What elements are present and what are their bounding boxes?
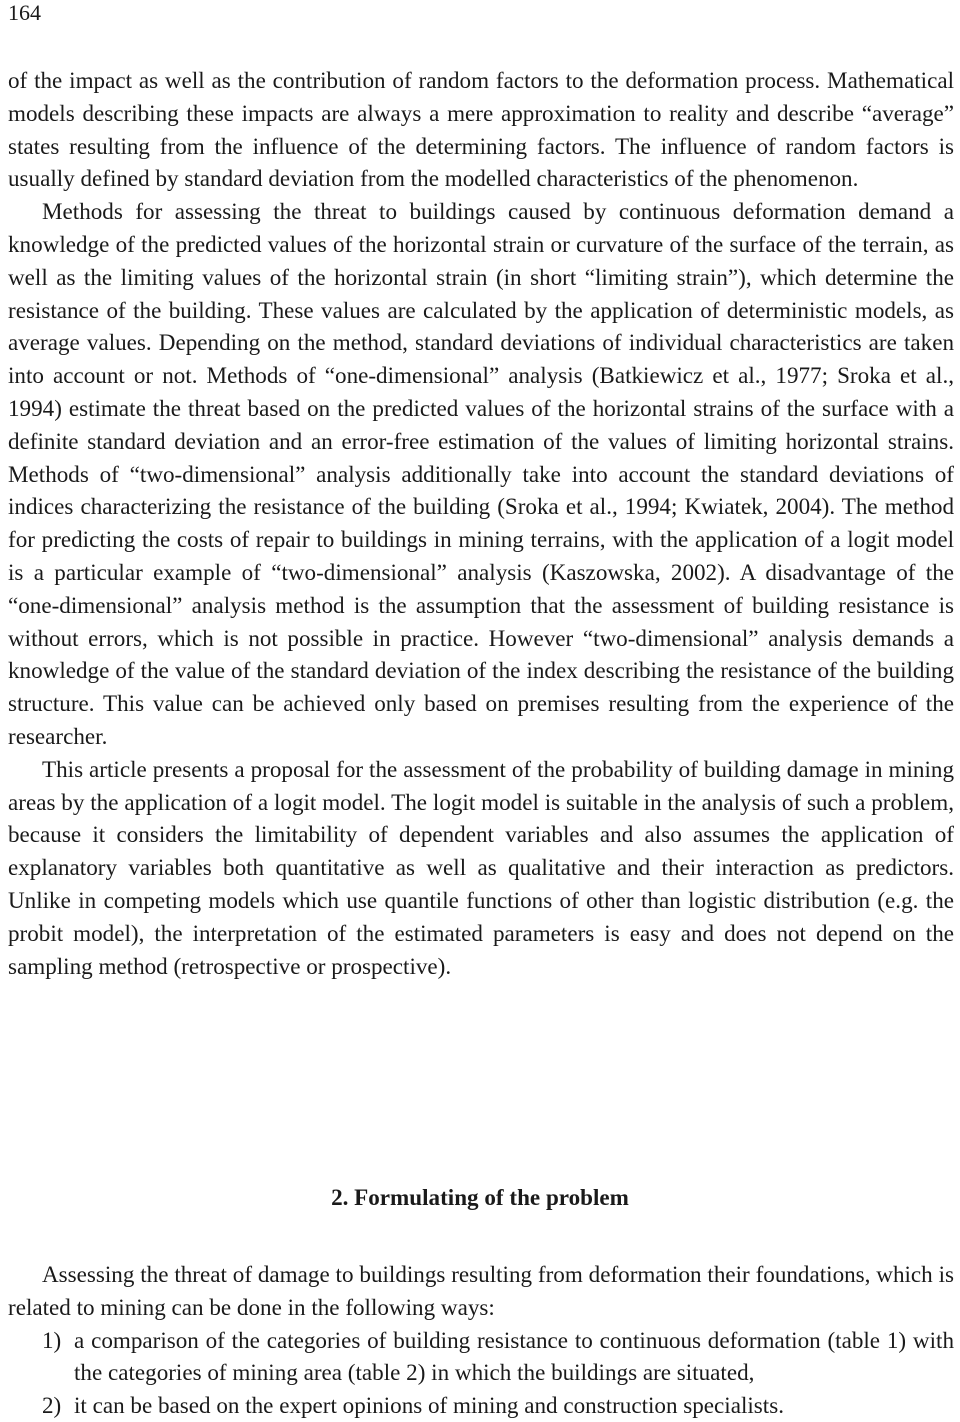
list-item-text: a comparison of the categories of building resistance to continuous deformation (table 1) with the categories of mining area (table 2) in which the buildings are situated,: [74, 1326, 954, 1386]
list-item-text: it can be based on the expert opinions of mining and construction specialists.: [74, 1392, 784, 1419]
list-item: [8, 1389, 954, 1422]
section-heading: 2. Formulating of the problem: [331, 1184, 629, 1210]
section-body: [8, 1258, 954, 1422]
body-text: [8, 64, 954, 982]
paragraph-article-proposal: This article presents a proposal for the assessment of the probability of building damage in mining areas by the application of a logit model. The logit model is suitable in the analysis of such a problem, because it considers the limitability of dependent variables and also assumes the application of explanatory variables both quantitative as well as qualitative and their interaction as predictors. Unlike in competing models which use quantile functions of other than logistic distribution (e.g. the probit model), the interpretation of the estimated parameters is easy and does not depend on the sampling method (retrospective or prospective).: [8, 755, 954, 979]
list-item-number: 2): [42, 1392, 62, 1419]
paragraph-continuation: of the impact as well as the contribution of random factors to the deformation process. Mathematical models describing these impacts are always a mere approximation to reality and describe “average” states resulting from the influence of the determining factors. The influence of random factors is usually defined by standard deviation from the modelled characteristics of the phenomenon.: [8, 67, 954, 192]
section-intro: Assessing the threat of damage to buildings resulting from deformation their foundations, which is related to mining can be done in the following ways:: [8, 1261, 954, 1320]
page-number: 164: [8, 0, 41, 25]
method-list: [8, 1324, 954, 1422]
paragraph-assessment-methods: Methods for assessing the threat to buildings caused by continuous deformation demand a knowledge of the predicted values of the horizontal strain or curvature of the surface of the terrain, as well as the limiting values of the horizontal strain (in short “limiting strain”), which determine the resistance of the building. These values are calculated by the application of deterministic models, as average values. Depending on the method, standard deviations of individual characteristics are taken into account or not. Methods of “one-dimensional” analysis (Batkiewicz et al., 1977; Sroka et al., 1994) estimate the threat based on the predicted values of the horizontal strains of the surface with a definite standard deviation and an error-free estimation of the values of limiting horizontal strains. Methods of “two-dimensional” analysis additionally take into account the standard deviations of indices characterizing the resistance of the building (Sroka et al., 1994; Kwiatek, 2004). The method for predicting the costs of repair to buildings in mining terrains, with the application of a logit model is a particular example of “two-dimensional” analysis (Kaszowska, 2002). A disadvantage of the “one-dimensional” analysis method is the assumption that the assessment of building resistance is without errors, which is not possible in practice. However “two-dimensional” analysis demands a knowledge of the value of the standard deviation of the index describing the resistance of the building structure. This value can be achieved only based on premises resulting from the experience of the researcher.: [8, 198, 954, 749]
list-item: [8, 1324, 954, 1390]
list-item-number: 1): [42, 1326, 62, 1353]
